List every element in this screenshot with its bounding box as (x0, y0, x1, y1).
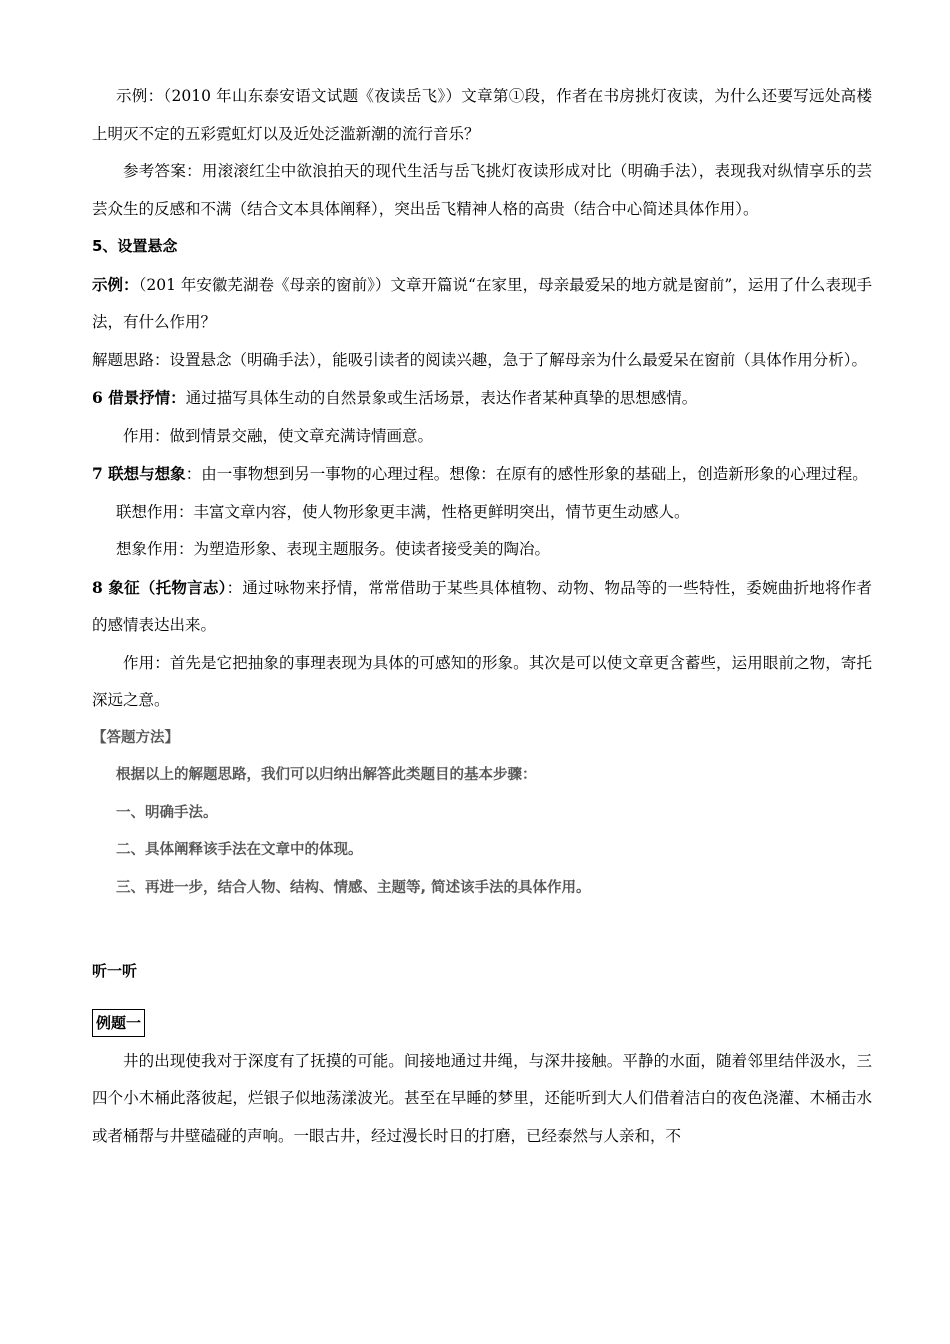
example-text: （201 年安徽芜湖卷《母亲的窗前》）文章开篇说“在家里，母亲最爱呆的地方就是窗前”，运用了什么表现手法，有什么作用？ (92, 275, 872, 331)
section-8-label: 8 象征（托物言志） (92, 577, 227, 597)
example-label: 示例： (92, 274, 139, 294)
solution-approach: 解题思路：设置悬念（明确手法），能吸引读者的阅读兴趣，急于了解母亲为什么最爱呆在窗前（具体作用分析）。 (92, 350, 868, 369)
section-8-effect: 作用：首先是它把抽象的事理表现为具体的可感知的形象。其次是可以使文章更含蓄些，运用眼前之物，寄托深远之意。 (92, 653, 872, 709)
section-8-text: ：通过咏物来抒情，常常借助于某些具体植物、动物、物品等的一些特性，委婉曲折地将作者的感情表达出来。 (92, 578, 872, 634)
section-7-label: 7 联想与想象 (92, 464, 186, 483)
section-heading-5: 5、设置悬念 (92, 237, 178, 255)
example-one-box: 例题一 (92, 1009, 145, 1037)
method-step-1: 一、明确手法。 (116, 804, 218, 821)
section-6-text: 通过描写具体生动的自然景象或生活场景，表达作者某种真挚的思想感情。 (185, 389, 698, 407)
method-step-2: 二、具体阐释该手法在文章中的体现。 (116, 842, 363, 858)
method-intro: 根据以上的解题思路，我们可以归纳出解答此类题目的基本步骤： (116, 767, 537, 783)
listen-heading: 听一听 (92, 962, 138, 980)
section-7-text: ：由一事物想到另一事物的心理过程。想像：在原有的感性形象的基础上，创造新形象的心理过程。 (185, 465, 868, 483)
method-title: 【答题方法】 (92, 729, 179, 746)
example-paragraph-1 (92, 78, 872, 153)
association-effect: 联想作用：丰富文章内容，使人物形象更丰满，性格更鲜明突出，情节更生动感人。 (116, 502, 690, 521)
reference-answer: 参考答案：用滚滚红尘中欲浪拍天的现代生活与岳飞挑灯夜读形成对比（明确手法），表现我对纵情享乐的芸芸众生的反感和不满（结合文本具体阐释），突出岳飞精神人格的高贵（结合中心简述具体作用）。 (92, 162, 872, 218)
section-8-paragraph (92, 569, 872, 645)
section-6-effect: 作用：做到情景交融，使文章充满诗情画意。 (123, 426, 434, 445)
document-page (92, 78, 872, 1155)
method-step-3: 三、再进一步，结合人物、结构、情感、主题等, 简述该手法的具体作用。 (116, 879, 591, 896)
example-paragraph-2 (92, 266, 872, 342)
example-text: （2010 年山东泰安语文试题《夜读岳飞》）文章第①段，作者在书房挑灯夜读，为什么还要写远处高楼上明灭不定的五彩霓虹灯以及近处泛滥新潮的流行音乐？ (92, 87, 872, 143)
example-box-wrapper (92, 1009, 872, 1037)
section-6-paragraph (92, 379, 872, 418)
reading-passage: 井的出现使我对于深度有了抚摸的可能。间接地通过井绳，与深井接触。平静的水面，随着邻里结伴汲水，三四个小木桶此落彼起，烂银子似地荡漾波光。甚至在早睡的梦里，还能听到大人们借着洁白的夜色浇灌、木桶击水或者桶帮与井壁磕碰的声响。一眼古井，经过漫长时日的打磨，已经泰然与人亲和，不 (92, 1051, 872, 1145)
section-7-paragraph (92, 455, 872, 494)
imagination-effect: 想象作用：为塑造形象、表现主题服务。使读者接受美的陶冶。 (116, 540, 551, 558)
example-label: 示例： (116, 87, 164, 105)
section-6-label: 6 借景抒情： (92, 388, 186, 407)
